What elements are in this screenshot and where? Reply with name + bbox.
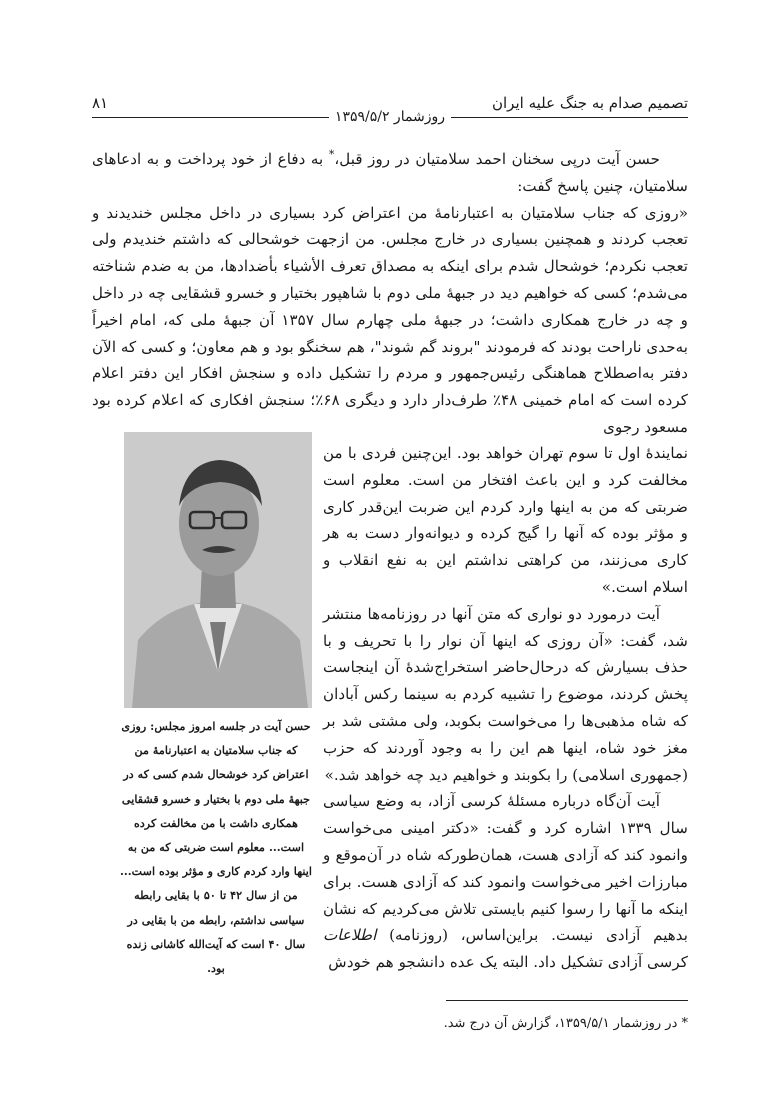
- diary-date-label: روزشمار ۱۳۵۹/۵/۲: [0, 108, 780, 126]
- photo-caption: حسن آیت در جلسه امروز مجلس: روزی که جناب سلامتیان به اعتبارنامهٔ من اعتراض کرد خوشحال شدم کسی که در جبههٔ ملی دوم با بختیار و خسرو قشقایی همکاری داشت با من مخالفت کرده است... معلوم است ضربتی که من به اینها وارد کردم کاری و مؤثر بوده است... من از سال ۴۲ تا ۵۰ با بقایی رابطه سیاسی نداشتم، رابطه من با بقایی در سال ۴۰ است که آیت‌الله کاشانی زنده بود.: [120, 719, 312, 976]
- column-text-block: [323, 440, 688, 976]
- footnote-marker: *: [328, 147, 335, 161]
- paragraph-quote-continued: نمایندهٔ اول تا سوم تهران خواهد بود. این‌چنین فردی با من مخالفت کرد و این باعث افتخار من است. معلوم است ضربتی که من به اینها وارد کردم این ضربت این‌قدر کاری و مؤثر بوده که آنها را گیج کرده و دیوانه‌وار دست به هر کاری می‌زنند، من کراهتی نداشتم این به نفع انقلاب و اسلام است.»: [323, 444, 688, 596]
- top-text-block: [92, 146, 688, 441]
- portrait-photo: [124, 432, 312, 708]
- paragraph-free-chair: آیت آن‌گاه درباره مسئلهٔ کرسی آزاد، به وضع سیاسی سال ۱۳۳۹ اشاره کرد و گفت: «دکتر امینی می‌خواست وانمود کند که آزادی هست، همان‌طورکه شاه در آن‌موقع و مبارزات اخیر می‌خواست وانمود کند که آزادی هست. برای اینکه ما آنها را رسوا کنیم بایستی تلاش می‌کردیم که نشان بدهیم آزادی نیست. براین‌اساس، (روزنامه) اطلاعات کرسی آزادی تشکیل داد. البته یک عده دانشجو هم خودش: [323, 792, 688, 972]
- paragraph-intro: حسن آیت درپی سخنان احمد سلامتیان در روز قبل،* به دفاع از خود پرداخت و به ادعاهای سلامتیان، چنین پاسخ گفت:: [92, 147, 688, 195]
- page-number: ۸۱: [92, 94, 109, 112]
- running-title: تصمیم صدام به جنگ علیه ایران: [492, 94, 688, 112]
- footnote: * در روزشمار ۱۳۵۹/۵/۱، گزارش آن درج شد.: [443, 1016, 688, 1031]
- footnote-rule: [446, 1000, 688, 1001]
- newspaper-name: اطلاعات: [323, 926, 377, 945]
- paragraph-quote: «روزی که جناب سلامتیان به اعتبارنامهٔ من اعتراض کرد بسیاری در داخل مجلس خندیدند و تعجب کردند و همچنین بسیاری در خارج مجلس. من ازجهت خوشحالی که داشتم خندیدم ولی تعجب نکردم؛ خوشحال شدم برای اینکه به مصداق تعرف الأشیاء بأضدادها، من به ضدم شناخته می‌شدم؛ کسی که خواهیم دید در جبههٔ ملی دوم با شاهپور بختیار و خسرو قشقایی چه در داخل و چه در خارج همکاری داشت؛ در جبههٔ ملی چهارم سال ۱۳۵۷ آن جبههٔ ملی که، امام اخیراً به‌حدی ناراحت بودند که فرمودند "بروند گم شوند"، هم سخنگو بود و هم معاون؛ و کسی که الآن دفتر به‌اصطلاح هماهنگی رئیس‌جمهور و مردم را تشکیل داده و سنجش افکار این دفتر اعلام کرده است که امام خمینی ۴۸٪ طرف‌دار دارد و دیگری ۶۸٪؛ سنجش افکاری که اعلام کرده بود مسعود رجوی: [92, 203, 688, 436]
- paragraph-tapes: آیت درمورد دو نواری که متن آنها در روزنامه‌ها منتشر شد، گفت: «آن روزی که اینها آن نوار را با تحریف و با حذف بسیارش که درحال‌حاضر استخراج‌شدهٔ آن اینجاست پخش کردند، موضوع را تشبیه کردم به سینما رکس آبادان که شاه مذهبی‌ها را می‌خواست بکوبد، ولی مشتی شد بر مغز خود شاه، اینها هم این را به وجود آوردند که حزب (جمهوری اسلامی) را بکوبند و خواهیم دید چه خواهد شد.»: [323, 604, 688, 784]
